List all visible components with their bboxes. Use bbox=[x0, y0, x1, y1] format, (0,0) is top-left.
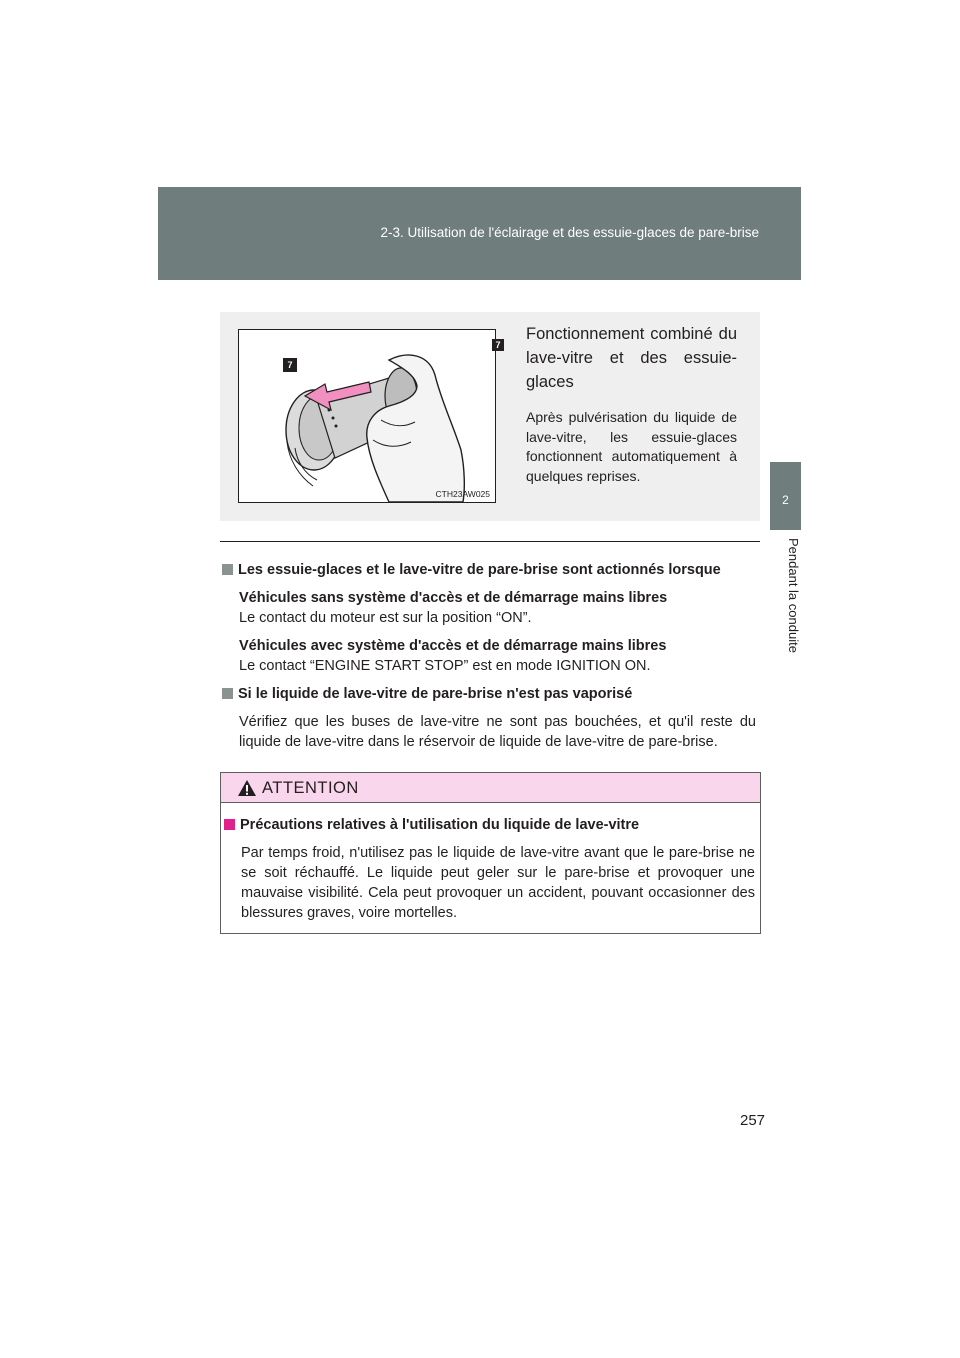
note-text: Vérifiez que les buses de lave-vitre ne sont pas bouchées, et qu'il reste du liquide de lave-vitre dans le réservoir de liquide de lave-vitre de pare-brise. bbox=[239, 714, 756, 750]
chapter-label: Pendant la conduite bbox=[786, 538, 801, 653]
section-title: 2-3. Utilisation de l'éclairage et des essuie-glaces de pare-brise bbox=[380, 225, 759, 240]
page-number: 257 bbox=[740, 1112, 766, 1129]
note-text: Le contact “ENGINE START STOP” est en mode IGNITION ON. bbox=[239, 658, 651, 674]
notes-section bbox=[222, 560, 756, 752]
warning-text: Par temps froid, n'utilisez pas le liquide de lave-vitre avant que le pare-brise ne se soit réchauffé. Le liquide peut geler sur le pare-brise et provoquer une mauvaise visibilité. Cela peut provoquer un accident, pouvant occasionner des blessures graves, voire mortelles. bbox=[241, 845, 755, 921]
hand-pulling-lever-image bbox=[239, 330, 495, 502]
note-bullet-icon bbox=[222, 688, 233, 699]
warning-triangle-icon bbox=[237, 779, 257, 797]
callout-badge: 7 bbox=[283, 358, 297, 372]
figure-panel bbox=[220, 312, 760, 521]
note-body bbox=[239, 588, 756, 676]
warning-title: Précautions relatives à l'utilisation du liquide de lave-vitre bbox=[224, 815, 755, 835]
chapter-tab bbox=[770, 462, 801, 530]
figure-description: Après pulvérisation du liquide de lave-vitre, les essuie-glaces fonctionnent automatiquement à quelques reprises. bbox=[526, 409, 737, 484]
warning-bullet-icon bbox=[224, 819, 235, 830]
warning-label: ATTENTION bbox=[262, 779, 359, 797]
warning-box bbox=[220, 772, 761, 934]
warning-content bbox=[221, 803, 760, 923]
section-divider bbox=[220, 541, 760, 542]
section-header bbox=[158, 187, 801, 280]
note-title: Les essuie-glaces et le lave-vitre de pare-brise sont actionnés lorsque bbox=[222, 560, 756, 580]
note-text: Le contact du moteur est sur la position “ON”. bbox=[239, 610, 532, 626]
note-bullet-icon bbox=[222, 564, 233, 575]
note-subtitle: Véhicules sans système d'accès et de démarrage mains libres bbox=[239, 590, 668, 606]
wiper-lever-illustration bbox=[238, 329, 496, 503]
note-title: Si le liquide de lave-vitre de pare-brise n'est pas vaporisé bbox=[222, 684, 756, 704]
image-code: CTH23AW025 bbox=[435, 489, 490, 499]
chapter-number: 2 bbox=[782, 493, 789, 507]
caption-badge: 7 bbox=[492, 339, 504, 351]
warning-header bbox=[221, 773, 760, 803]
note-subtitle: Véhicules avec système d'accès et de démarrage mains libres bbox=[239, 638, 667, 654]
figure-heading: Fonctionnement combiné du lave-vitre et des essuie-glaces bbox=[526, 325, 737, 391]
figure-caption bbox=[492, 322, 737, 486]
